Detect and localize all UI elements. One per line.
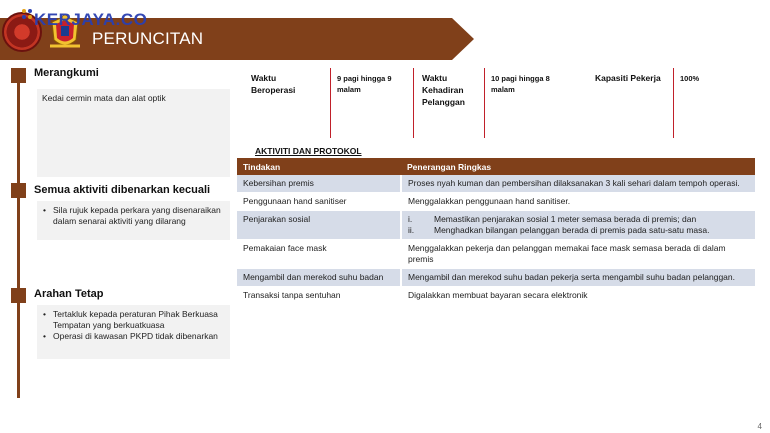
capacity-label: Kapasiti Pekerja [595, 73, 661, 83]
attendance-hours-value: 10 pagi hingga 8 malam [491, 74, 550, 94]
attendance-hours-label: Waktu Kehadiran Pelanggan [422, 73, 465, 107]
sub-item-number: i. [408, 214, 413, 224]
table-row [237, 193, 755, 211]
row-description: Proses nyah kuman dan pembersihan dilaksanakan 3 kali sehari dalam tempoh operasi. [401, 175, 755, 193]
sub-item-text: Memastikan penjarakan sosial 1 meter semasa berada di premis; dan [434, 214, 697, 224]
operation-hours-label: Waktu Beroperasi [251, 73, 296, 95]
table-row [237, 269, 755, 287]
watermark-text: KERJAYA.CO [34, 10, 148, 29]
table-row [237, 287, 755, 305]
directive-item: • Tertakluk kepada peraturan Pihak Berkuasa Tempatan yang berkuatkuasa [43, 309, 224, 330]
summary-title: Merangkumi [34, 67, 99, 79]
timeline-marker-allowed [11, 183, 26, 198]
column-header-action: Tindakan [237, 158, 401, 175]
directive-title: Arahan Tetap [34, 288, 104, 300]
sub-item-number: ii. [408, 225, 415, 235]
allowed-item: • Sila rujuk kepada perkara yang disenaraikan dalam senarai aktiviti yang dilarang [43, 205, 224, 226]
page-title: PERUNCITAN [92, 29, 204, 48]
directive-box [37, 305, 230, 359]
social-distancing-list [408, 214, 749, 236]
summary-text: Kedai cermin mata dan alat optik [42, 93, 166, 103]
timeline-line [17, 68, 20, 398]
row-description: Mengambil dan merekod suhu badan pekerja serta mengambil suhu badan pelanggan. [401, 269, 755, 287]
column-header-description: Penerangan Ringkas [401, 158, 755, 175]
row-description: Digalakkan membuat bayaran secara elektronik [401, 287, 755, 305]
table-header-row [237, 158, 755, 175]
row-action: Transaksi tanpa sentuhan [237, 287, 401, 305]
allowed-title: Semua aktiviti dibenarkan kecuali [34, 184, 211, 196]
page-number: 4 [757, 422, 762, 431]
capacity-value: 100% [680, 74, 700, 83]
allowed-list [37, 201, 230, 231]
row-action: Kebersihan premis [237, 175, 401, 193]
table-row [237, 175, 755, 193]
table-row [237, 240, 755, 269]
row-action: Penggunaan hand sanitiser [237, 193, 401, 211]
sub-list-item [408, 225, 749, 236]
row-action: Mengambil dan merekod suhu badan [237, 269, 401, 287]
allowed-box [37, 201, 230, 240]
row-description: Menggalakkan penggunaan hand sanitiser. [401, 193, 755, 211]
sub-list-item [408, 214, 749, 225]
row-action: Penjarakan sosial [237, 211, 401, 240]
info-divider [484, 68, 485, 138]
table-row [237, 211, 755, 240]
info-divider [330, 68, 331, 138]
info-divider [673, 68, 674, 138]
banner-arrow-tip [452, 18, 474, 60]
sub-item-text: Menghadkan bilangan pelanggan berada di premis pada satu-satu masa. [434, 225, 710, 235]
directive-list [37, 305, 230, 347]
row-action: Pemakaian face mask [237, 240, 401, 269]
timeline-marker-directive [11, 288, 26, 303]
summary-box [37, 89, 230, 177]
timeline-marker-summary [11, 68, 26, 83]
watermark-dots-icon [20, 7, 34, 21]
row-description [401, 211, 755, 240]
operation-hours-value: 9 pagi hingga 9 malam [337, 74, 392, 94]
info-divider [413, 68, 414, 138]
protocol-heading: AKTIVITI DAN PROTOKOL [255, 146, 362, 156]
directive-item: • Operasi di kawasan PKPD tidak dibenarkan [43, 331, 224, 342]
row-description: Menggalakkan pekerja dan pelanggan memakai face mask semasa berada di dalam premis [401, 240, 755, 269]
protocol-table [237, 158, 755, 305]
